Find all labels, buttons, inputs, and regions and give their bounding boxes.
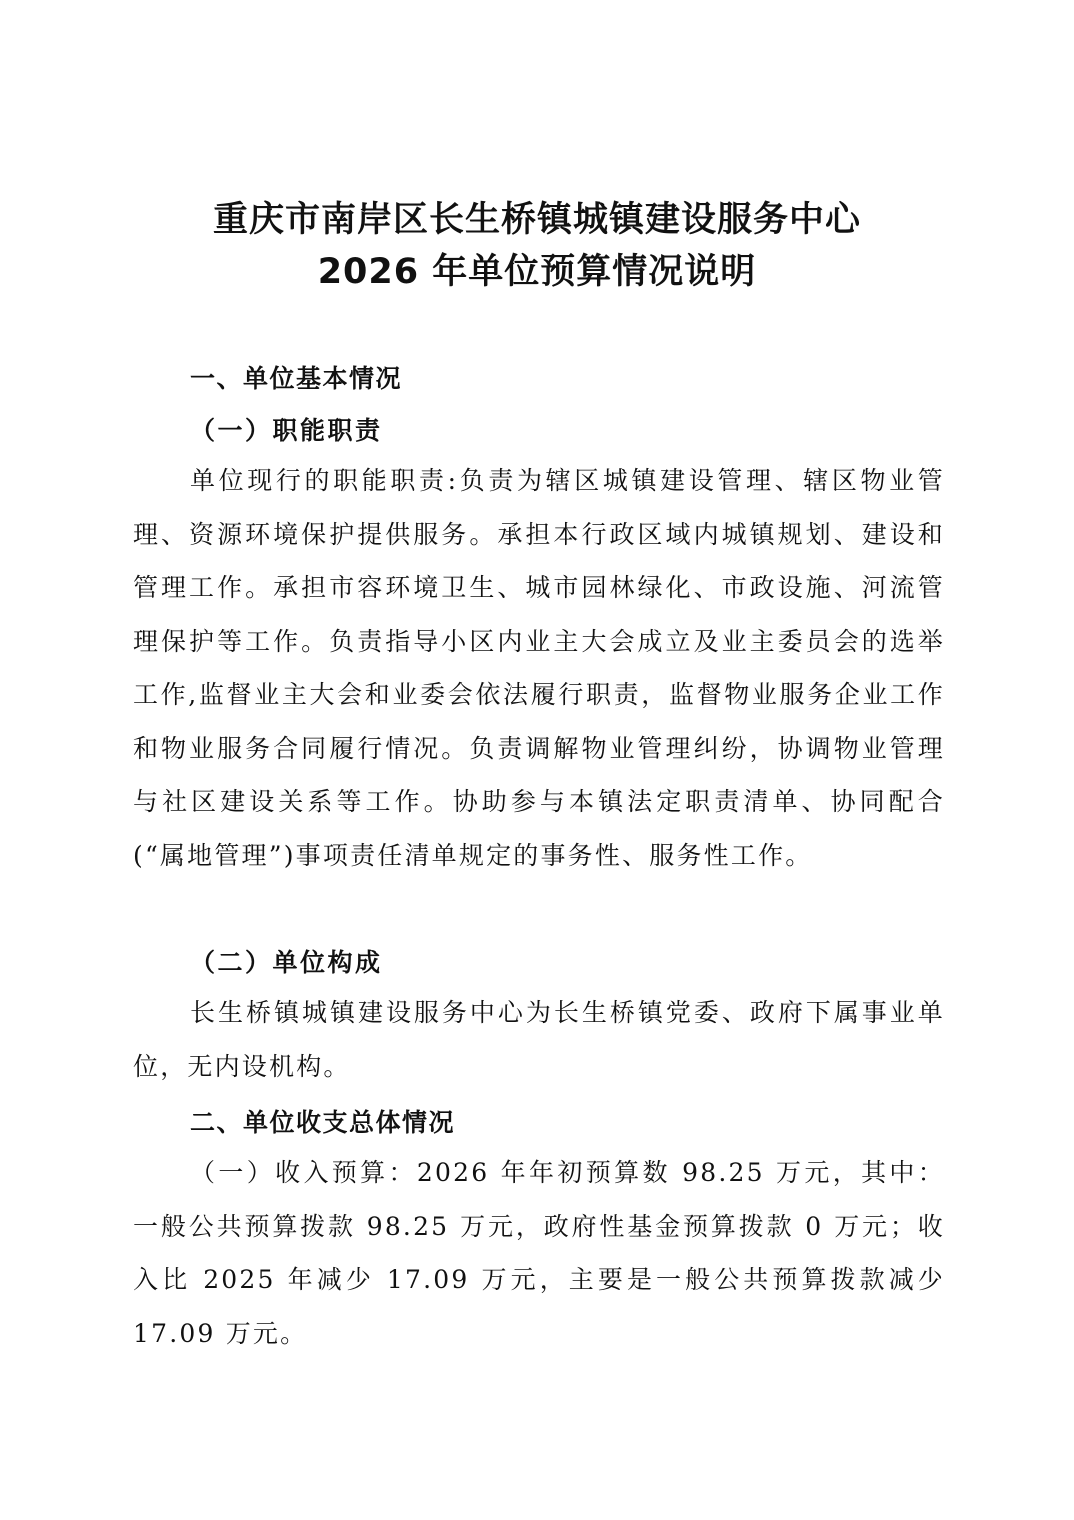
section2-paragraph: （一）收入预算：2026 年年初预算数 98.25 万元，其中：一般公共预算拨款 98.25 万元，政府性基金预算拨款 0 万元；收入比 2025 年减少 17.09 万元，主要是一般公共预算拨款减少 17.09 万元。 (133, 1158, 945, 1348)
document-title-line1: 重庆市南岸区长生桥镇城镇建设服务中心 (212, 200, 861, 240)
section1-heading: 一、单位基本情况 (190, 364, 403, 393)
section1-sub2-paragraph: 长生桥镇城镇建设服务中心为长生桥镇党委、政府下属事业单位，无内设机构。 (133, 998, 945, 1081)
section2-heading: 二、单位收支总体情况 (190, 1108, 456, 1137)
section1-sub1-heading: （一）职能职责 (190, 416, 383, 445)
section1-sub2-heading: （二）单位构成 (190, 948, 383, 977)
document-title-line2: 2026 年单位预算情况说明 (317, 252, 757, 292)
section1-sub1-paragraph: 单位现行的职能职责:负责为辖区城镇建设管理、辖区物业管理、资源环境保护提供服务。承担本行政区域内城镇规划、建设和管理工作。承担市容环境卫生、城市园林绿化、市政设施、河流管理保护等工作。负责指导小区内业主大会成立及业主委员会的选举工作,监督业主大会和业委会依法履行职责，监督物业服务企业工作和物业服务合同履行情况。负责调解物业管理纠纷，协调物业管理与社区建设关系等工作。协助参与本镇法定职责清单、协同配合(“属地管理”)事项责任清单规定的事务性、服务性工作。 (133, 466, 945, 870)
